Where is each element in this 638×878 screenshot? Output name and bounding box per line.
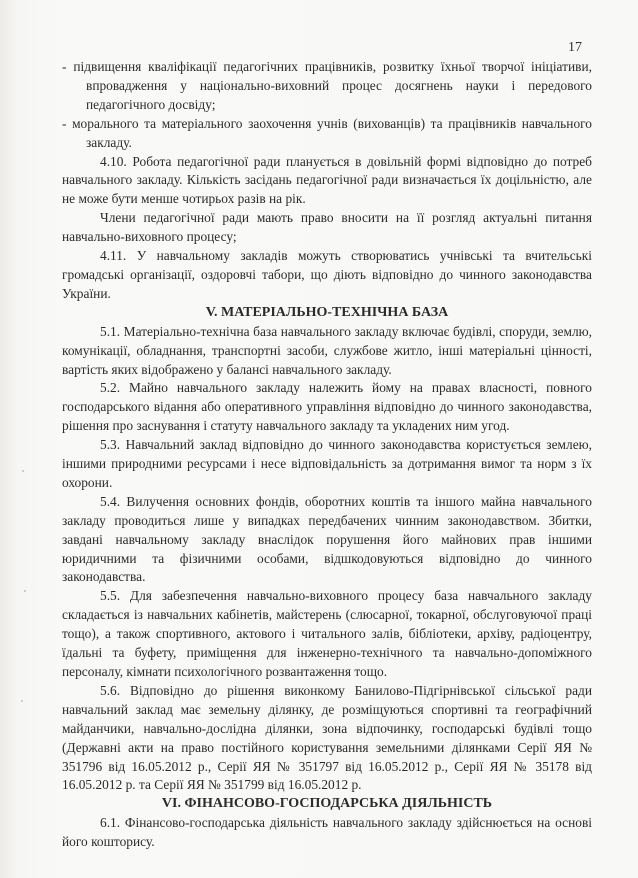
paragraph: 5.3. Навчальний заклад відповідно до чинного законодавства користується землею, іншими природними ресурсами і несе відповідальність за дотримання вимог та норм з їх охорони.	[62, 437, 592, 490]
document-body	[62, 58, 592, 852]
bullet-item: - підвищення кваліфікації педагогічних працівників, розвитку їхньої творчої ініціативи, впровадження у національно-виховний процес досягнень науки і передового педагогічного досвіду;	[62, 59, 592, 112]
section-heading: VI. ФІНАНСОВО-ГОСПОДАРСЬКА ДІЯЛЬНІСТЬ	[161, 796, 493, 812]
paragraph: Члени педагогічної ради мають право вносити на її розгляд актуальні питання навчально-виховного процесу;	[62, 210, 592, 245]
paragraph: 5.4. Вилучення основних фондів, оборотних коштів та іншого майна навчального закладу проводиться лише у випадках передбачених чинним законодавством. Збитки, завдані навчальному закладу внаслідок порушення його майнових прав іншими юридичними та фізичними особами, відшкодовуються відповідно до чинного законодавства.	[62, 493, 592, 585]
page-number: 17	[568, 40, 582, 55]
paragraph: 5.2. Майно навчального закладу належить йому на правах власності, повного господарського відання або оперативного управління відповідно до чинного законодавства, рішення про заснування і статуту навчального закладу та укладених ним угод.	[62, 380, 592, 434]
paragraph: 5.6. Відповідно до рішення виконкому Банилово-Підгірнівської сільської ради навчальний заклад має земельну ділянку, де розміщуються спортивні та географічний майданчики, навчально-дослідна ділянки, зона відпочинку, господарські будівлі тощо (Державні акти на право постійного користування земельними ділянками Серії ЯЯ № 351796 від 16.05.2012 р., Серії ЯЯ № 351797 від 16.05.2012 р., Серії ЯЯ № 35178 від 16.05.2012 р. та Серії ЯЯ № 351799 від 16.05.2012 р.	[62, 682, 592, 793]
section-heading: V. МАТЕРІАЛЬНО-ТЕХНІЧНА БАЗА	[205, 304, 449, 320]
bullet-item: - морального та матеріального заохочення учнів (вихованців) та працівників навчального закладу.	[62, 115, 592, 150]
paragraph: 5.5. Для забезпечення навчально-виховного процесу база навчального закладу складається із навчальних кабінетів, майстерень (слюсарної, токарної, обслуговуючої праці тощо), а також спортивного, актового і читального залів, бібліотеки, архіву, радіоцентру, їдальні та буфету, приміщення для інженерно-технічного та навчально-допоміжного персоналу, кімнати психологічного розвантаження тощо.	[62, 588, 592, 679]
paragraph: 5.1. Матеріально-технічна база навчального закладу включає будівлі, споруди, землю, комунікації, обладнання, транспортні засоби, службове житло, інші матеріальні цінності, вартість яких відображено у балансі навчального закладу.	[62, 323, 592, 377]
scan-speck	[24, 590, 26, 592]
paragraph: 6.1. Фінансово-господарська діяльність навчального закладу здійснюється на основі його кошторису.	[62, 815, 592, 850]
scan-speck	[22, 470, 24, 472]
paragraph: 4.11. У навчальному закладів можуть створюватись учнівські та вчительські громадські організації, оздоровчі табори, що діють відповідно до чинного законодавства України.	[62, 248, 592, 301]
scan-speck	[21, 700, 23, 702]
paragraph: 4.10. Робота педагогічної ради планується в довільній формі відповідно до потреб навчального закладу. Кількість засідань педагогічної ради визначається їх доцільністю, але не може бути менше чотирьох разів на рік.	[62, 153, 592, 207]
